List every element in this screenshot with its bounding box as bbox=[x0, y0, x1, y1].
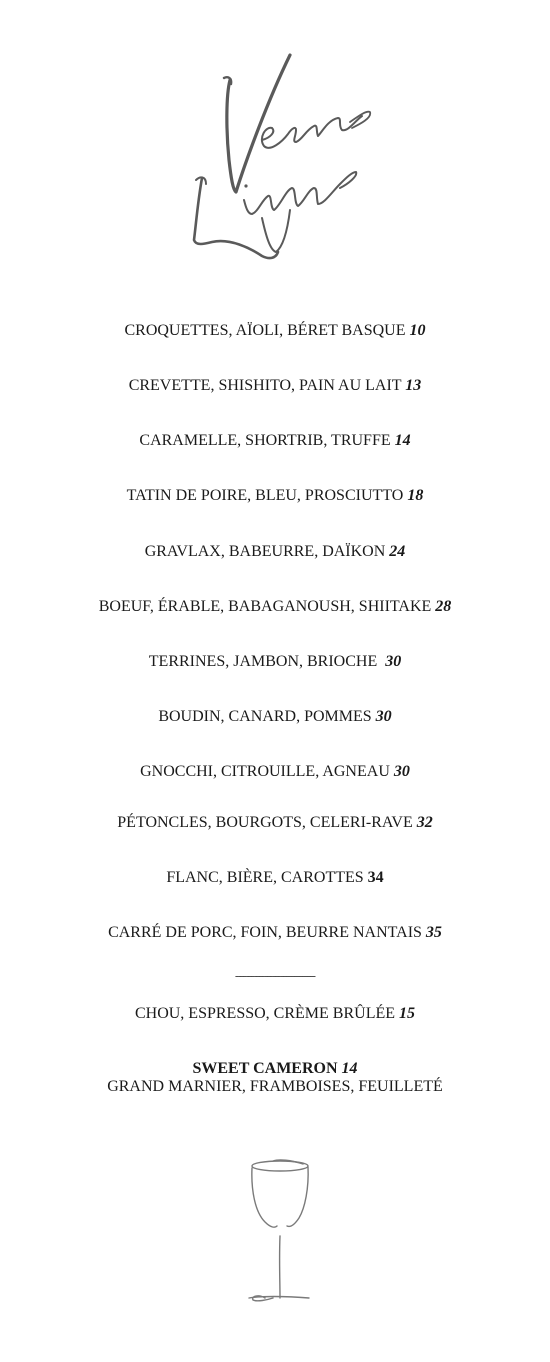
menu-item-price: 30 bbox=[375, 708, 392, 725]
menu-item bbox=[0, 652, 550, 672]
menu-item bbox=[0, 431, 550, 451]
menu-item bbox=[0, 542, 550, 562]
special-price: 14 bbox=[341, 1060, 358, 1077]
menu-item bbox=[0, 923, 550, 943]
menu-item-price: 18 bbox=[407, 487, 424, 504]
menu-item-name: CARRÉ DE PORC, FOIN, BEURRE NANTAIS bbox=[108, 924, 422, 941]
menu-item bbox=[0, 321, 550, 341]
menu-item-name: GRAVLAX, BABEURRE, DAÏKON bbox=[144, 543, 386, 560]
menu-item bbox=[0, 707, 550, 727]
menu-item-price: 15 bbox=[399, 1005, 416, 1022]
menu-item-price: 13 bbox=[405, 377, 422, 394]
wine-glass-icon bbox=[225, 1150, 335, 1310]
menu-item-price: 30 bbox=[393, 763, 410, 780]
special-title bbox=[0, 1059, 550, 1078]
menu-item-name: TERRINES, JAMBON, BRIOCHE bbox=[148, 653, 382, 670]
menu-item-name: TATIN DE POIRE, BLEU, PROSCIUTTO bbox=[126, 487, 404, 504]
menu-item-price: 24 bbox=[389, 543, 406, 560]
menu-item bbox=[0, 486, 550, 506]
menu-item-name: BOUDIN, CANARD, POMMES bbox=[158, 708, 372, 725]
menu-item-name: CHOU, ESPRESSO, CRÈME BRÛLÉE bbox=[134, 1005, 396, 1022]
menu-item-name: FLANC, BIÈRE, CAROTTES bbox=[166, 869, 364, 886]
menu-item-name: PÉTONCLES, BOURGOTS, CELERI-RAVE bbox=[117, 814, 413, 831]
menu-item-name: CARAMELLE, SHORTRIB, TRUFFE bbox=[139, 432, 391, 449]
menu-item bbox=[0, 762, 550, 782]
dessert-item bbox=[0, 1004, 550, 1024]
menu-item bbox=[0, 813, 550, 833]
menu-item bbox=[0, 868, 550, 888]
section-separator: ------------------------------ bbox=[235, 970, 315, 982]
menu-item-name: BOEUF, ÉRABLE, BABAGANOUSH, SHIITAKE bbox=[98, 598, 432, 615]
special-description: GRAND MARNIER, FRAMBOISES, FEUILLETÉ bbox=[107, 1078, 443, 1095]
menu-item-name: CREVETTE, SHISHITO, PAIN AU LAIT bbox=[128, 377, 402, 394]
special-name: SWEET CAMERON bbox=[192, 1060, 338, 1077]
menu-item-price: 34 bbox=[367, 869, 384, 886]
menu-item bbox=[0, 597, 550, 617]
menu-item-name: GNOCCHI, CITROUILLE, AGNEAU bbox=[140, 763, 390, 780]
menu-item bbox=[0, 376, 550, 396]
menu-item-price: 35 bbox=[425, 924, 442, 941]
menu-item-price: 32 bbox=[416, 814, 433, 831]
menu-item-price: 28 bbox=[435, 598, 452, 615]
menu-item-price: 30 bbox=[385, 653, 402, 670]
menu-item-price: 14 bbox=[394, 432, 411, 449]
menu-item-price: 10 bbox=[409, 322, 426, 339]
menu-item-name: CROQUETTES, AÏOLI, BÉRET BASQUE bbox=[124, 322, 406, 339]
